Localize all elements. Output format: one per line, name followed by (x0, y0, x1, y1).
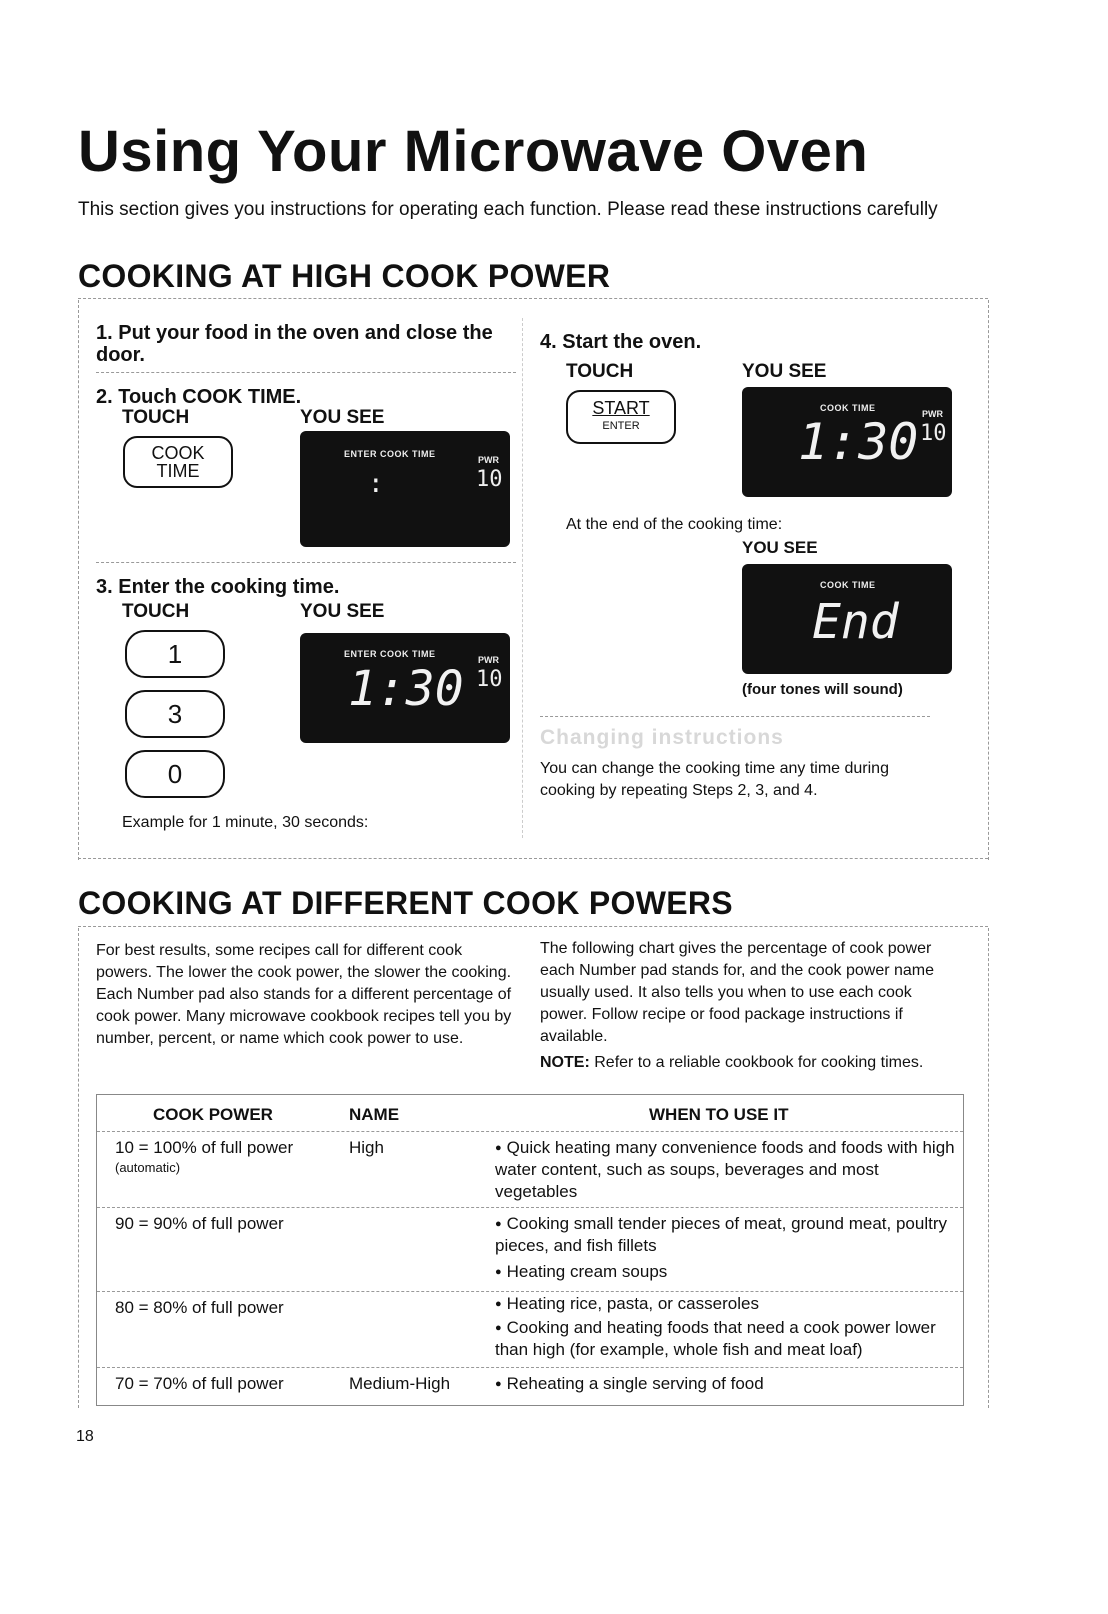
divider (78, 926, 988, 927)
display-step2 (300, 431, 510, 547)
table-header-cook-power: COOK POWER (153, 1105, 273, 1124)
example-note: Example for 1 minute, 30 seconds: (122, 814, 369, 831)
divider (988, 300, 989, 860)
cookbook-note (540, 1052, 960, 1074)
display-labels: ENTER COOK TIME (344, 449, 436, 459)
divider (78, 928, 79, 1408)
you-see-label: YOU SEE (742, 361, 827, 382)
intro-left-text: For best results, some recipes call for different cook powers. The lower the cook power, the slower the cooking. Each Number pad also stands for a different percentage of cook power. Many microwave cookbook recipes tell you by number, percent, or name which cook power to use. (96, 942, 512, 1047)
divider (97, 1131, 963, 1132)
section-heading-high-power: COOKING AT HIGH COOK POWER (78, 258, 611, 294)
step-2: 2. Touch COOK TIME. (96, 386, 302, 408)
display-end (742, 564, 952, 674)
table-header-when: WHEN TO USE IT (649, 1105, 789, 1124)
display-value: 1:30 (798, 413, 919, 471)
row-power: 90 = 90% of full power (115, 1214, 284, 1233)
table-row (97, 1133, 963, 1207)
changing-heading: Changing instructions (540, 726, 784, 749)
row-use: ● Cooking and heating foods that need a cook power lower than high (for example, whole fish and meat loaf) (495, 1317, 955, 1361)
table-row (97, 1209, 963, 1291)
row-sub: (automatic) (115, 1160, 181, 1175)
display-value: End (812, 594, 899, 650)
display-value: 1:30 (348, 661, 464, 717)
step-1: 1. Put your food in the oven and close the door. (96, 322, 493, 366)
touch-label: TOUCH (566, 361, 634, 382)
row-power: 70 = 70% of full power (115, 1374, 284, 1393)
divider (97, 1367, 963, 1368)
row-name: Medium-High (349, 1374, 451, 1393)
step-3: 3. Enter the cooking time. (96, 576, 340, 598)
you-see-label: YOU SEE (300, 407, 385, 428)
you-see-label: YOU SEE (300, 601, 385, 622)
divider (540, 716, 930, 717)
row-use: ● Cooking small tender pieces of meat, ground meat, poultry pieces, and fish fillets (495, 1213, 955, 1257)
divider (96, 372, 516, 373)
divider (78, 298, 988, 299)
display-step3 (300, 633, 510, 743)
you-see-label: YOU SEE (742, 538, 818, 557)
pwr-value: 10 (476, 467, 503, 492)
intro-text: This section gives you instructions for operating each function. Please read these instructions carefully (78, 199, 938, 220)
row-use: ● Quick heating many convenience foods and foods with high water content, such as soups, beverages and most vegetables (495, 1137, 955, 1203)
display-value: : (368, 469, 384, 499)
pwr-label: PWR (478, 655, 499, 665)
divider (78, 858, 988, 859)
display-labels: ENTER COOK TIME (344, 649, 436, 659)
page-title: Using Your Microwave Oven (78, 119, 869, 184)
row-name: High (349, 1138, 384, 1157)
divider (78, 300, 79, 860)
table-row (97, 1369, 963, 1403)
touch-label: TOUCH (122, 601, 190, 622)
note-text: Refer to a reliable cookbook for cooking times. (594, 1054, 924, 1071)
display-labels: COOK TIME (820, 580, 876, 590)
step-4: 4. Start the oven. (540, 331, 702, 353)
touch-label: TOUCH (122, 407, 190, 428)
pwr-label: PWR (478, 455, 499, 465)
table-header-name: NAME (349, 1105, 400, 1124)
cook-time-button[interactable] (123, 436, 233, 488)
page-number: 18 (76, 1428, 94, 1445)
display-step4 (742, 387, 952, 497)
four-tones-note: (four tones will sound) (742, 681, 903, 698)
divider (97, 1291, 963, 1292)
divider (988, 928, 989, 1408)
note-label: NOTE: (540, 1054, 590, 1071)
intro-right-text: The following chart gives the percentage of cook power each Number pad stands for, and the cook power name usually used. It also tells you when to use each cook power. Follow recipe or food package instructions if available. (540, 940, 935, 1045)
row-power: 80 = 80% of full power (115, 1298, 284, 1317)
divider (96, 562, 516, 563)
divider (97, 1207, 963, 1208)
changing-text: You can change the cooking time any time during cooking by repeating Steps 2, 3, and 4. (540, 760, 889, 799)
end-note: At the end of the cooking time: (566, 516, 783, 533)
cook-time-button-line2: TIME (156, 461, 200, 481)
pwr-value: 10 (476, 667, 503, 692)
pwr-value: 10 (920, 421, 947, 446)
start-button[interactable] (566, 390, 676, 444)
cook-time-button-line1: COOK (151, 443, 205, 463)
start-button-line2: ENTER (602, 420, 640, 432)
divider (522, 318, 523, 838)
start-button-line1: START (592, 398, 650, 418)
cook-power-table (96, 1094, 964, 1406)
number-button-1[interactable]: 1 (125, 630, 225, 678)
row-use: ● Reheating a single serving of food (495, 1373, 955, 1395)
display-labels: COOK TIME (820, 403, 876, 413)
row-use: ● Heating cream soups (495, 1261, 955, 1283)
pwr-label: PWR (922, 409, 943, 419)
table-row (97, 1293, 963, 1367)
row-power: 10 = 100% of full power (115, 1138, 294, 1157)
number-button-3[interactable]: 3 (125, 690, 225, 738)
row-use: ● Heating rice, pasta, or casseroles (495, 1293, 955, 1315)
number-button-0[interactable]: 0 (125, 750, 225, 798)
section-heading-different-powers: COOKING AT DIFFERENT COOK POWERS (78, 885, 733, 921)
